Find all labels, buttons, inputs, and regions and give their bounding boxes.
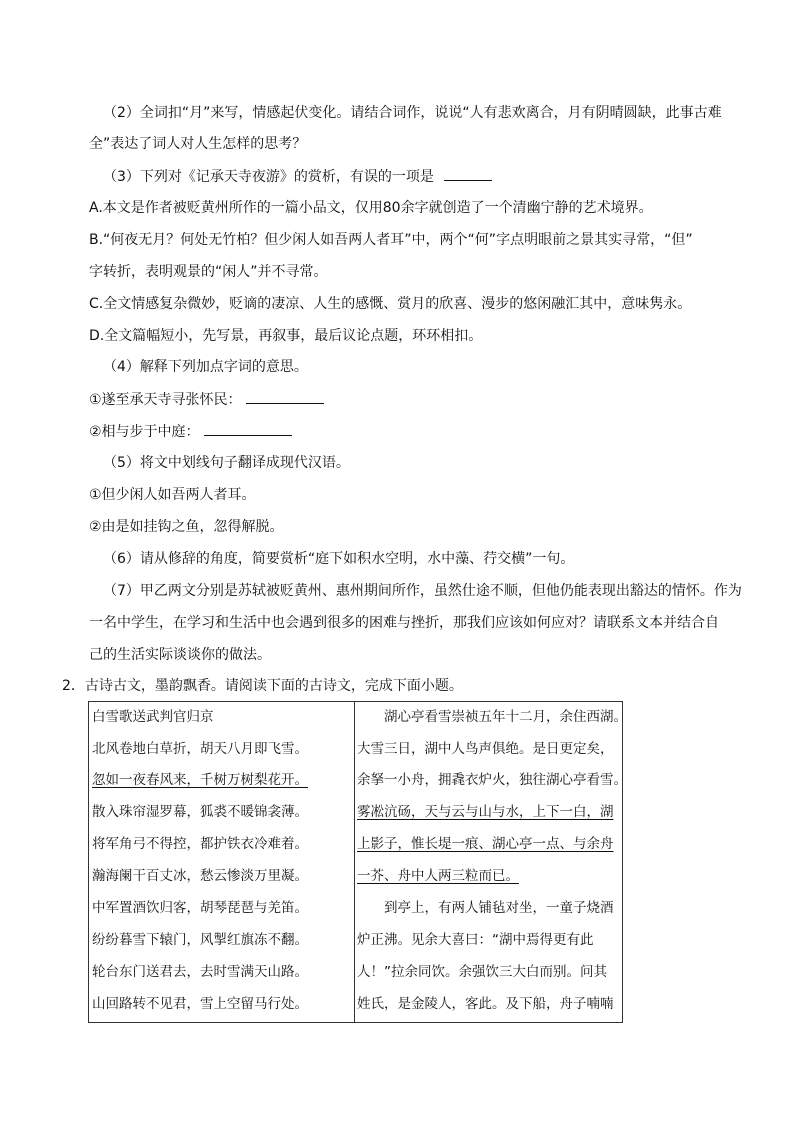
section-number: 2．: [62, 678, 85, 694]
prose-line: 余拏一小舟，拥毳衣炉火，独往湖心亭看雪。: [357, 772, 627, 788]
option-d: D.全文篇幅短小，先写景，再叙事，最后议论点题，环环相扣。: [89, 328, 483, 344]
poem-line: 将军角弓不得控，都护铁衣冷难着。: [92, 836, 308, 852]
poem-cell: [89, 702, 355, 1023]
prose-cell: [355, 702, 627, 1023]
prose-line: 人！”拉余同饮。余强饮三大白而别。问其: [357, 964, 607, 980]
poem-line: 散入珠帘湿罗幕，狐裘不暖锦衾薄。: [92, 804, 308, 820]
section-text: 古诗古文，墨韵飘香。请阅读下面的古诗文，完成下面小题。: [84, 678, 463, 694]
poem-table: [88, 701, 627, 1023]
question-4-item-1-text: ①遂至承天寺寻张怀民：: [89, 392, 242, 408]
poem-line: 纷纷暮雪下辕门，风掣红旗冻不翻。: [92, 932, 308, 948]
question-7-line-3: 己的生活实际谈谈你的做法。: [89, 647, 271, 663]
option-a: A.本文是作者被贬黄州所作的一篇小品文，仅用80余字就创造了一个清幽宁静的艺术境界。: [89, 200, 653, 216]
question-3-stem: [103, 166, 492, 187]
question-4-stem: （4）解释下列加点字词的意思。: [103, 359, 308, 375]
question-7-line-1: （7）甲乙两文分别是苏轼被贬黄州、惠州期间所作，虽然仕途不顺，但他仍能表现出豁达的情怀。作为: [103, 583, 742, 599]
poem-line: 山回路转不见君，雪上空留马行处。: [92, 996, 308, 1012]
answer-blank[interactable]: [246, 389, 324, 404]
question-4-item-2-text: ②相与步于中庭：: [89, 424, 200, 440]
poem-line: 瀚海阑干百丈冰，愁云惨淡万里凝。: [92, 868, 308, 884]
poem-line: 北风卷地白草折，胡天八月即飞雪。: [92, 741, 308, 757]
question-5-item-2: ②由是如挂钩之鱼，忽得解脱。: [89, 519, 284, 535]
question-3-stem-text: （3）下列对《记承天寺夜游》的赏析，有误的一项是: [103, 169, 434, 185]
prose-line-underlined: 上影子，惟长堤一痕、湖心亭一点、与余舟: [357, 836, 614, 852]
section-2-heading: [62, 676, 463, 696]
poem-line: 中军置酒饮归客，胡琴琵琶与羌笛。: [92, 900, 308, 916]
option-b-line-1: B.“何夜无月？何处无竹柏？但少闲人如吾两人者耳”中，两个“何”字点明眼前之景其实寻常，“但”: [89, 232, 693, 248]
question-6: （6）请从修辞的角度，简要赏析“庭下如积水空明，水中藻、荇交横”一句。: [103, 551, 575, 567]
question-7-line-2: 一名中学生，在学习和生活中也会遇到很多的困难与挫折，那我们应该如何应对？请联系文本并结合自: [89, 615, 719, 631]
answer-blank[interactable]: [444, 166, 492, 181]
answer-blank[interactable]: [204, 421, 292, 436]
prose-line: 到亭上，有两人铺毡对坐，一童子烧酒: [384, 900, 614, 916]
option-c: C.全文情感复杂微妙，贬谪的凄凉、人生的感慨、赏月的欣喜、漫步的悠闲融汇其中，意味隽永。: [89, 296, 692, 312]
question-2-line-2: 全”表达了词人对人生怎样的思考？: [89, 136, 307, 152]
prose-line-underlined: 雾凇沆砀，天与云与山与水，上下一白，湖: [357, 804, 614, 820]
question-4-item-1: [89, 389, 324, 410]
prose-line: 炉正沸。见余大喜曰：“湖中焉得更有此: [357, 932, 594, 948]
poem-line-underlined: 忽如一夜春风来，千树万树梨花开。: [92, 772, 308, 788]
question-4-item-2: [89, 421, 292, 442]
poem-title: 白雪歌送武判官归京: [92, 709, 214, 725]
option-b-line-2: 字转折，表明观景的“闲人”并不寻常。: [89, 264, 328, 280]
question-2-line-1: （2）全词扣“月”来写，情感起伏变化。请结合词作，说说“人有悲欢离合，月有阴晴圆缺，此事古难: [103, 105, 722, 121]
question-5-item-1: ①但少闲人如吾两人者耳。: [89, 487, 256, 503]
prose-line: 姓氏，是金陵人，客此。及下船，舟子喃喃: [357, 996, 614, 1012]
prose-line: 大雪三日，湖中人鸟声俱绝。是日更定矣，: [357, 741, 614, 757]
poem-line: 轮台东门送君去，去时雪满天山路。: [92, 964, 308, 980]
prose-line-underlined: 一芥、舟中人两三粒而已。: [357, 868, 519, 884]
prose-line: 湖心亭看雪崇祯五年十二月，余住西湖。: [384, 709, 627, 725]
question-5-stem: （5）将文中划线句子翻译成现代汉语。: [103, 455, 350, 471]
